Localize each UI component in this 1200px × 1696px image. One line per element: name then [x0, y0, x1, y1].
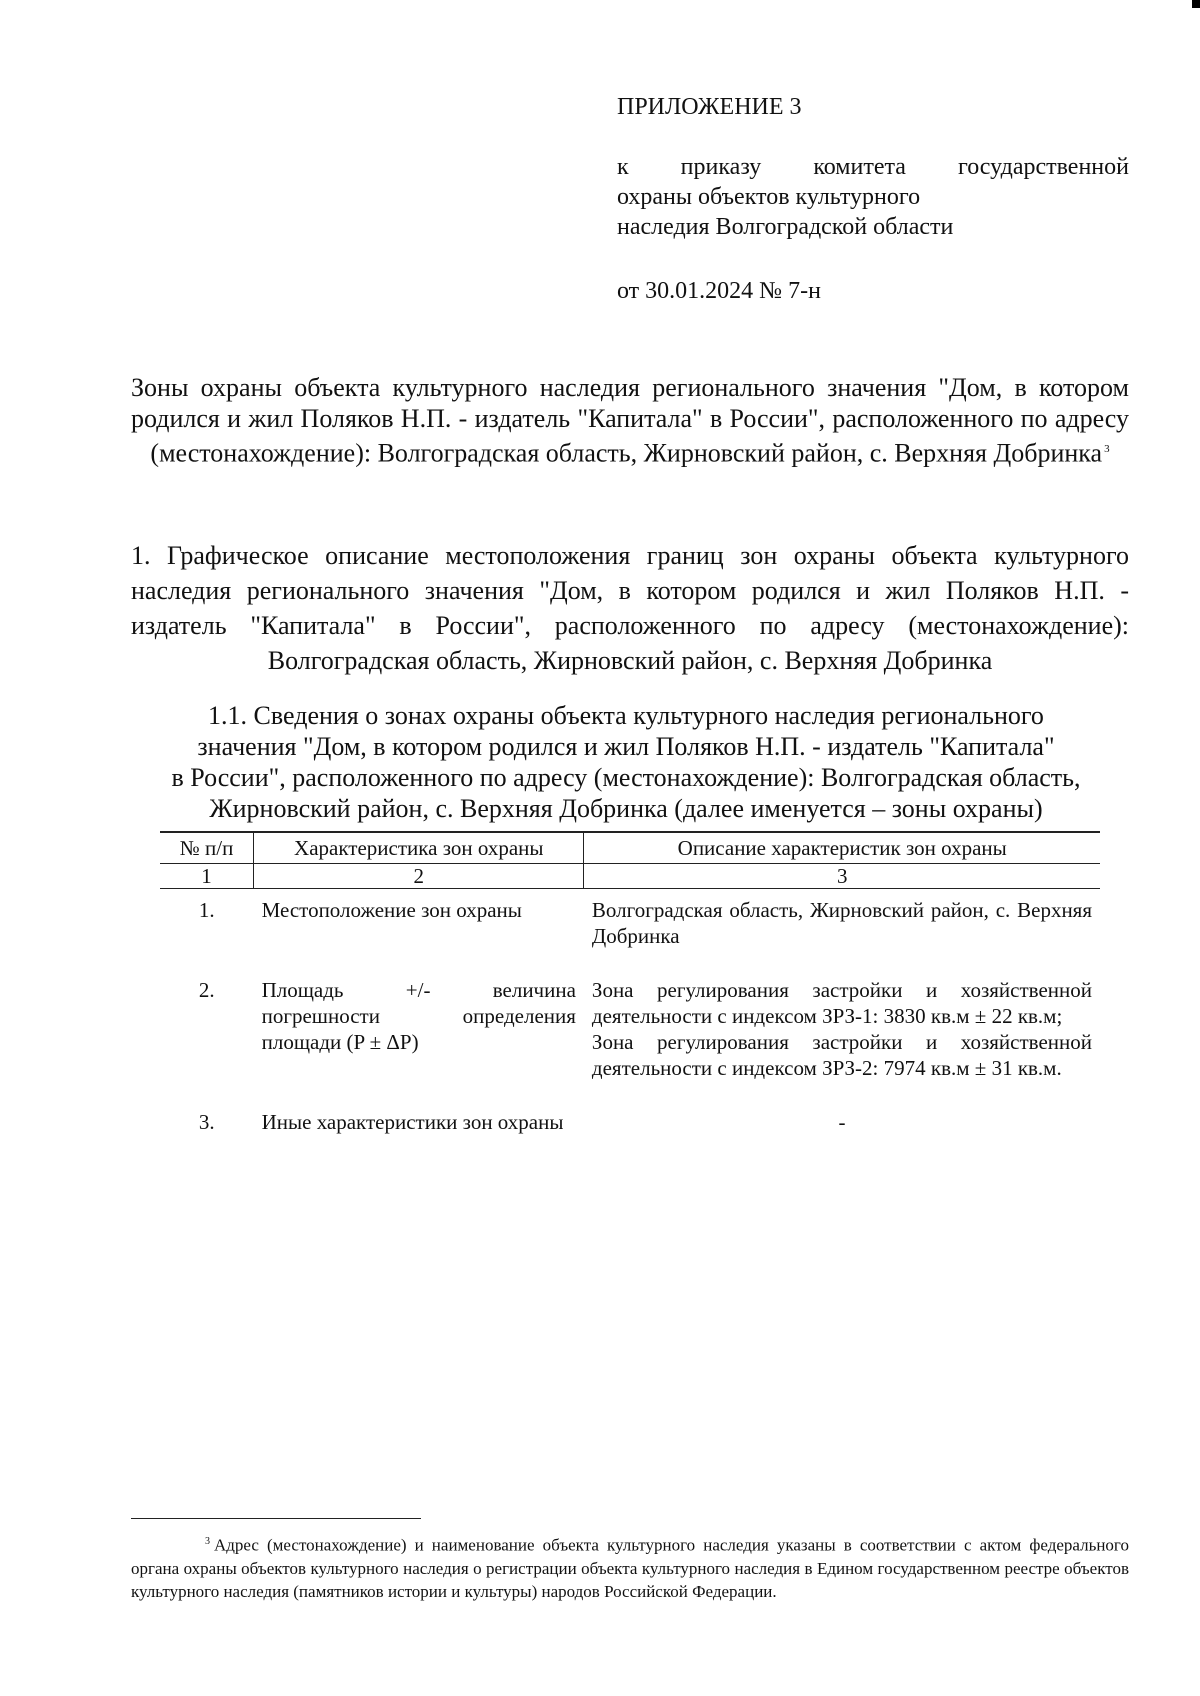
- row-description-paragraph: Зона регулирования застройки и хозяйственной деятельности с индексом ЗРЗ-2: 7974 кв.м ± 31 кв.м.: [591, 1030, 1092, 1080]
- section-1-1-title: [121, 700, 1131, 824]
- row-description: Волгоградская область, Жирновский район, с. Верхняя Добринка: [591, 898, 1092, 948]
- footnote-separator: [131, 1518, 421, 1519]
- appendix-title: ПРИЛОЖЕНИЕ 3: [617, 94, 802, 120]
- section-1-1-line: Жирновский район, с. Верхняя Добринка (далее именуется – зоны охраны): [209, 794, 1043, 823]
- column-number-cell: 2: [254, 864, 584, 889]
- row-characteristic: Местоположение зон охраны: [261, 898, 522, 922]
- section-1-1-line: значения "Дом, в котором родился и жил Поляков Н.П. - издатель "Капитала": [197, 732, 1055, 761]
- appendix-order-line-3: наследия Волгоградской области: [617, 214, 954, 240]
- document-heading: [131, 372, 1129, 469]
- appendix-order: [617, 152, 1129, 242]
- appendix-date: от 30.01.2024 № 7-н: [617, 278, 821, 304]
- table-row: [160, 1101, 1100, 1155]
- row-number: 1.: [198, 898, 215, 922]
- footnote: [131, 1530, 1129, 1603]
- section-1-1-line: 1.1. Сведения о зонах охраны объекта культурного наследия регионального: [208, 701, 1044, 730]
- appendix-block: [617, 92, 1129, 306]
- section-1-title: 1. Графическое описание местоположения границ зон охраны объекта культурного наследия регионального значения "Дом, в котором родился и жил Поляков Н.П. - издатель "Капитала" в России", расположенного по адресу (местонахождение): Волгоградская область, Жирновский район, с. Верхняя Добринка: [131, 541, 1129, 675]
- row-number: 2.: [198, 978, 215, 1002]
- heading-footnote-ref: 3: [1104, 443, 1110, 455]
- header-cell-characteristic: Характеристика зон охраны: [254, 832, 584, 864]
- section-1-1-line: в России", расположенного по адресу (местонахождение): Волгоградская область,: [171, 763, 1081, 792]
- footnote-text: Адрес (местонахождение) и наименование объекта культурного наследия указаны в соответствии с актом федерального органа охраны объектов культурного наследия о регистрации объекта культурного наследия в Едином государственном реестре объектов культурного наследия (памятников истории и культуры) народов Российской Федерации.: [131, 1535, 1129, 1601]
- footnote-ref: 3: [205, 1536, 210, 1547]
- column-number-cell: 1: [160, 864, 254, 889]
- header-cell-description: Описание характеристик зон охраны: [584, 832, 1100, 864]
- appendix-order-line-1: к приказу комитета государственной: [617, 154, 1129, 180]
- table-column-numbers-row: [160, 864, 1100, 889]
- scan-corner-mark: [1192, 0, 1200, 8]
- row-characteristic: Иные характеристики зон охраны: [261, 1110, 564, 1134]
- table-header-row: [160, 832, 1100, 864]
- row-description: [584, 969, 1100, 1101]
- table-row: [160, 889, 1100, 970]
- appendix-order-line-2: охраны объектов культурного: [617, 184, 921, 210]
- header-cell-number: № п/п: [160, 832, 254, 864]
- zones-table: [160, 831, 1100, 1155]
- column-number-cell: 3: [584, 864, 1100, 889]
- heading-text: Зоны охраны объекта культурного наследия регионального значения "Дом, в котором родился и жил Поляков Н.П. - издатель "Капитала" в России", расположенного по адресу (местонахождение): Волгоградская область, Жирновский район, с. Верхняя Добринка: [131, 373, 1129, 468]
- row-number: 3.: [198, 1110, 215, 1134]
- row-characteristic: Площадь +/- величина погрешности определения площади (P ± ΔP): [261, 978, 576, 1054]
- row-description: -: [838, 1110, 846, 1134]
- row-description-paragraph: Зона регулирования застройки и хозяйственной деятельности с индексом ЗРЗ-1: 3830 кв.м ± 22 кв.м;: [591, 978, 1092, 1028]
- table-row: [160, 969, 1100, 1101]
